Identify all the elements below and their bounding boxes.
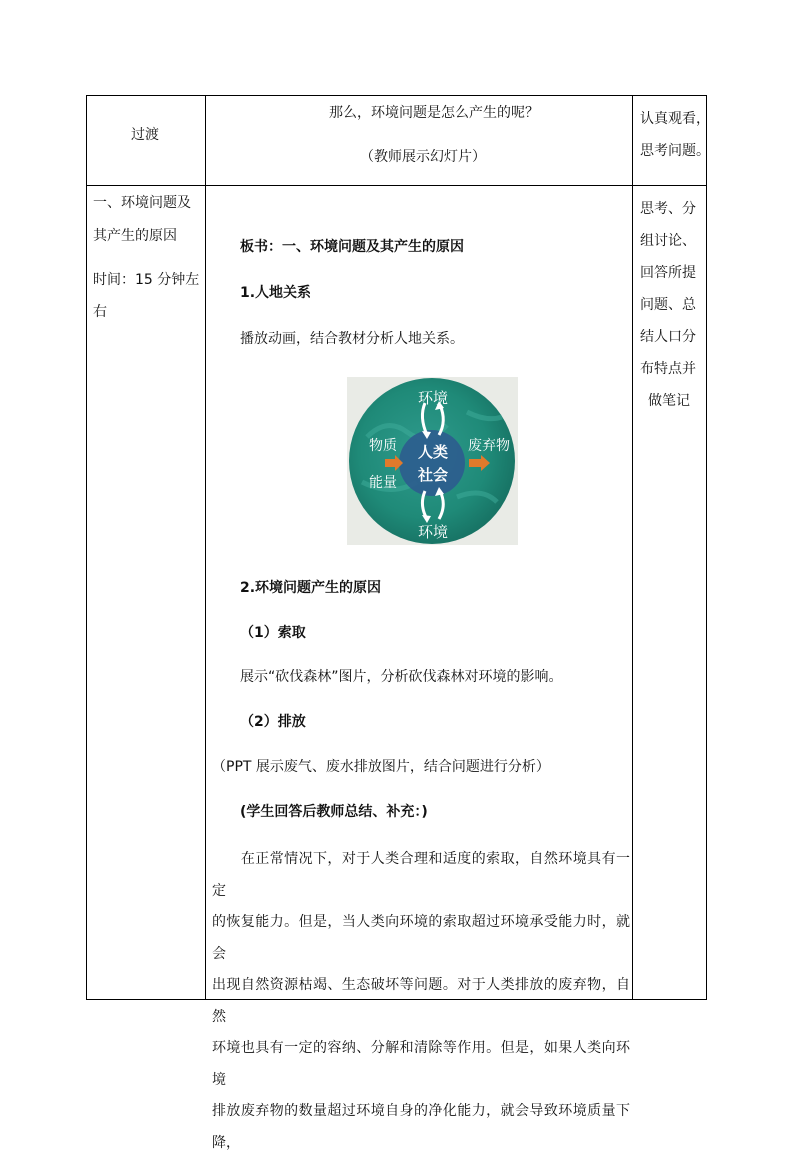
summary-line: 排放废弃物的数量超过环境自身的净化能力，就会导致环境质量下降，	[212, 1103, 630, 1151]
summary-heading: (学生回答后教师总结、补充：)	[240, 804, 428, 820]
activity-line: 组讨论、	[640, 233, 696, 249]
row1-student-activity-2: 思考问题。	[640, 143, 710, 159]
diagram-label-top: 环境	[417, 389, 449, 407]
row1-student-activity-1: 认真观看，	[640, 111, 710, 127]
diagram-label-left2: 能量	[369, 475, 397, 491]
section-heading-1: 1.人地关系	[240, 285, 312, 301]
table-row-divider	[86, 185, 707, 186]
diagram-label-center2: 社会	[417, 466, 449, 484]
summary-paragraph	[212, 844, 630, 1159]
activity-line: 回答所提	[640, 265, 696, 281]
table-border-top	[86, 95, 707, 96]
summary-line: 在正常情况下，对于人类合理和适度的索取，自然环境具有一定	[212, 851, 630, 899]
summary-line: 出现自然资源枯竭、生态破坏等问题。对于人类排放的废弃物，自然	[212, 977, 630, 1025]
summary-line: 环境也具有一定的容纳、分解和清除等作用。但是，如果人类向环境	[212, 1040, 630, 1088]
table-col-divider-2	[632, 95, 633, 1000]
row2-stage-label-2: 其产生的原因	[93, 228, 177, 244]
society-core-circle	[399, 430, 465, 496]
row2-student-activity	[640, 193, 706, 417]
input-arrow-icon	[385, 459, 395, 467]
section-text-3: （PPT 展示废气、废水排放图片，结合问题进行分析）	[212, 759, 550, 775]
row1-teacher-note: （教师展示幻灯片）	[360, 149, 486, 165]
activity-line: 结人口分	[640, 329, 696, 345]
activity-line: 问题、总	[640, 297, 696, 313]
row2-time-label: 时间：15 分钟左	[93, 272, 200, 288]
section-text-2: 展示“砍伐森林”图片，分析砍伐森林对环境的影响。	[240, 669, 563, 685]
section-text-1: 播放动画，结合教材分析人地关系。	[240, 331, 464, 347]
blackboard-heading: 板书：一、环境问题及其产生的原因	[240, 239, 464, 255]
human-environment-diagram	[347, 377, 518, 545]
table-border-right	[706, 95, 707, 1000]
diagram-label-left1: 物质	[369, 438, 397, 454]
section-heading-2: 2.环境问题产生的原因	[240, 580, 382, 596]
activity-line: 思考、分	[640, 201, 696, 217]
diagram-graphic	[347, 377, 518, 545]
row1-stage-label: 过渡	[131, 127, 159, 143]
row2-time-label-2: 右	[93, 304, 107, 320]
table-col-divider-1	[205, 95, 206, 1000]
output-arrow-icon	[469, 459, 481, 467]
table-border-left	[86, 95, 87, 1000]
activity-line: 布特点并	[640, 361, 696, 377]
row1-teacher-question: 那么，环境问题是怎么产生的呢？	[329, 105, 539, 121]
subsection-heading-2: （2）排放	[240, 714, 306, 730]
diagram-label-center1: 人类	[417, 443, 449, 461]
row2-stage-label-1: 一、环境问题及	[93, 195, 191, 211]
subsection-heading-1: （1）索取	[240, 625, 306, 641]
diagram-label-bottom: 环境	[417, 523, 449, 541]
diagram-label-right: 废弃物	[468, 438, 510, 454]
summary-line: 的恢复能力。但是，当人类向环境的索取超过环境承受能力时，就会	[212, 914, 630, 962]
activity-line: 做笔记	[648, 393, 690, 409]
